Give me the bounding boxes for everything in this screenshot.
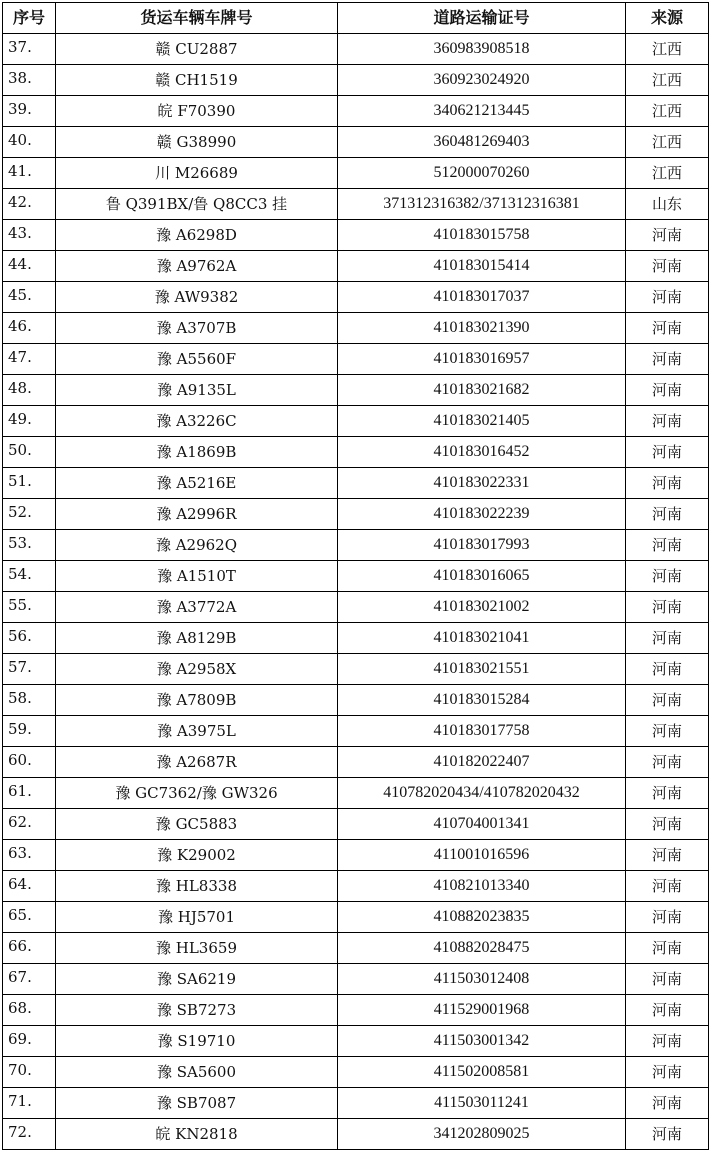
table-row <box>3 375 709 406</box>
row-plate: 赣 CU2887 <box>56 34 338 65</box>
row-permit: 360481269403 <box>338 127 626 158</box>
row-source: 河南 <box>626 592 709 623</box>
row-source: 河南 <box>626 902 709 933</box>
row-permit: 410183021041 <box>338 623 626 654</box>
table-row <box>3 96 709 127</box>
row-permit: 410183021551 <box>338 654 626 685</box>
row-permit: 410183021405 <box>338 406 626 437</box>
row-plate: 豫 AW9382 <box>56 282 338 313</box>
row-seq: 40. <box>3 127 56 158</box>
row-plate: 豫 A3707B <box>56 313 338 344</box>
row-seq: 66. <box>3 933 56 964</box>
table-row <box>3 220 709 251</box>
row-seq: 38. <box>3 65 56 96</box>
row-seq: 42. <box>3 189 56 220</box>
row-plate: 豫 A8129B <box>56 623 338 654</box>
row-seq: 54. <box>3 561 56 592</box>
row-source: 江西 <box>626 158 709 189</box>
row-plate: 豫 GC7362/豫 GW326 <box>56 778 338 809</box>
row-seq: 51. <box>3 468 56 499</box>
row-source: 河南 <box>626 282 709 313</box>
row-source: 江西 <box>626 65 709 96</box>
row-plate: 豫 GC5883 <box>56 809 338 840</box>
row-permit: 411001016596 <box>338 840 626 871</box>
table-row <box>3 995 709 1026</box>
table-row <box>3 251 709 282</box>
row-permit: 410821013340 <box>338 871 626 902</box>
table-row <box>3 809 709 840</box>
row-source: 河南 <box>626 1088 709 1119</box>
row-permit: 410183021682 <box>338 375 626 406</box>
row-permit: 360983908518 <box>338 34 626 65</box>
table-header <box>3 3 709 34</box>
table-row <box>3 685 709 716</box>
row-seq: 53. <box>3 530 56 561</box>
row-plate: 豫 A2996R <box>56 499 338 530</box>
row-plate: 赣 G38990 <box>56 127 338 158</box>
row-seq: 52. <box>3 499 56 530</box>
row-seq: 57. <box>3 654 56 685</box>
row-seq: 61. <box>3 778 56 809</box>
row-permit: 411503012408 <box>338 964 626 995</box>
row-source: 河南 <box>626 375 709 406</box>
table-row <box>3 902 709 933</box>
row-source: 河南 <box>626 468 709 499</box>
row-source: 江西 <box>626 127 709 158</box>
row-source: 河南 <box>626 313 709 344</box>
row-seq: 37. <box>3 34 56 65</box>
row-seq: 62. <box>3 809 56 840</box>
row-seq: 55. <box>3 592 56 623</box>
header-source: 来源 <box>626 3 709 34</box>
row-seq: 41. <box>3 158 56 189</box>
row-permit: 410183017758 <box>338 716 626 747</box>
row-permit: 341202809025 <box>338 1119 626 1150</box>
table-row <box>3 747 709 778</box>
row-source: 河南 <box>626 1119 709 1150</box>
row-seq: 44. <box>3 251 56 282</box>
row-plate: 豫 A6298D <box>56 220 338 251</box>
vehicle-table <box>2 2 709 1150</box>
row-plate: 豫 A7809B <box>56 685 338 716</box>
row-permit: 410183015414 <box>338 251 626 282</box>
table-row <box>3 65 709 96</box>
row-source: 河南 <box>626 561 709 592</box>
row-source: 河南 <box>626 995 709 1026</box>
row-source: 河南 <box>626 933 709 964</box>
row-permit: 410782020434/410782020432 <box>338 778 626 809</box>
row-plate: 豫 A2958X <box>56 654 338 685</box>
table-row <box>3 1119 709 1150</box>
row-source: 河南 <box>626 499 709 530</box>
row-plate: 川 M26689 <box>56 158 338 189</box>
row-plate: 豫 HL3659 <box>56 933 338 964</box>
row-source: 河南 <box>626 406 709 437</box>
row-source: 河南 <box>626 778 709 809</box>
row-plate: 豫 S19710 <box>56 1026 338 1057</box>
row-permit: 410183017037 <box>338 282 626 313</box>
row-seq: 39. <box>3 96 56 127</box>
table-row <box>3 561 709 592</box>
row-source: 河南 <box>626 220 709 251</box>
row-seq: 64. <box>3 871 56 902</box>
row-source: 河南 <box>626 716 709 747</box>
row-permit: 410183016065 <box>338 561 626 592</box>
row-seq: 49. <box>3 406 56 437</box>
row-plate: 豫 A9762A <box>56 251 338 282</box>
table-body <box>3 34 709 1150</box>
row-source: 河南 <box>626 1026 709 1057</box>
row-plate: 豫 A3226C <box>56 406 338 437</box>
header-row <box>3 3 709 34</box>
row-permit: 410704001341 <box>338 809 626 840</box>
row-plate: 豫 A1510T <box>56 561 338 592</box>
table-row <box>3 1057 709 1088</box>
table-row <box>3 1026 709 1057</box>
row-permit: 340621213445 <box>338 96 626 127</box>
row-seq: 48. <box>3 375 56 406</box>
row-source: 河南 <box>626 344 709 375</box>
table-row <box>3 158 709 189</box>
table-row <box>3 468 709 499</box>
table-row <box>3 499 709 530</box>
table-row <box>3 406 709 437</box>
row-source: 江西 <box>626 34 709 65</box>
row-plate: 豫 SA5600 <box>56 1057 338 1088</box>
row-plate: 皖 F70390 <box>56 96 338 127</box>
table-row <box>3 933 709 964</box>
vehicle-table-container <box>2 2 709 1150</box>
row-plate: 鲁 Q391BX/鲁 Q8CC3 挂 <box>56 189 338 220</box>
row-plate: 豫 SB7273 <box>56 995 338 1026</box>
row-seq: 67. <box>3 964 56 995</box>
table-row <box>3 840 709 871</box>
table-row <box>3 592 709 623</box>
row-seq: 56. <box>3 623 56 654</box>
row-source: 河南 <box>626 747 709 778</box>
row-plate: 豫 A5216E <box>56 468 338 499</box>
row-permit: 410882023835 <box>338 902 626 933</box>
table-row <box>3 313 709 344</box>
row-seq: 45. <box>3 282 56 313</box>
row-permit: 410183016957 <box>338 344 626 375</box>
row-permit: 410183016452 <box>338 437 626 468</box>
row-permit: 410183017993 <box>338 530 626 561</box>
row-permit: 410882028475 <box>338 933 626 964</box>
table-row <box>3 716 709 747</box>
row-plate: 豫 SA6219 <box>56 964 338 995</box>
row-plate: 豫 A3975L <box>56 716 338 747</box>
row-plate: 豫 K29002 <box>56 840 338 871</box>
row-seq: 59. <box>3 716 56 747</box>
row-seq: 58. <box>3 685 56 716</box>
row-plate: 豫 HL8338 <box>56 871 338 902</box>
row-source: 河南 <box>626 964 709 995</box>
row-seq: 69. <box>3 1026 56 1057</box>
header-seq: 序号 <box>3 3 56 34</box>
row-permit: 410183022331 <box>338 468 626 499</box>
row-plate: 皖 KN2818 <box>56 1119 338 1150</box>
table-row <box>3 344 709 375</box>
row-source: 河南 <box>626 654 709 685</box>
table-row <box>3 34 709 65</box>
table-row <box>3 1088 709 1119</box>
table-row <box>3 127 709 158</box>
row-permit: 512000070260 <box>338 158 626 189</box>
row-plate: 豫 A3772A <box>56 592 338 623</box>
row-seq: 47. <box>3 344 56 375</box>
row-seq: 70. <box>3 1057 56 1088</box>
row-seq: 68. <box>3 995 56 1026</box>
row-source: 河南 <box>626 685 709 716</box>
table-row <box>3 778 709 809</box>
row-permit: 410183015758 <box>338 220 626 251</box>
row-permit: 410183015284 <box>338 685 626 716</box>
row-source: 河南 <box>626 871 709 902</box>
row-permit: 371312316382/371312316381 <box>338 189 626 220</box>
row-source: 河南 <box>626 840 709 871</box>
row-plate: 豫 A9135L <box>56 375 338 406</box>
row-seq: 50. <box>3 437 56 468</box>
row-plate: 豫 A5560F <box>56 344 338 375</box>
row-source: 河南 <box>626 1057 709 1088</box>
row-permit: 411503011241 <box>338 1088 626 1119</box>
header-permit: 道路运输证号 <box>338 3 626 34</box>
row-source: 江西 <box>626 96 709 127</box>
row-permit: 410182022407 <box>338 747 626 778</box>
row-source: 河南 <box>626 251 709 282</box>
row-source: 河南 <box>626 437 709 468</box>
row-permit: 410183022239 <box>338 499 626 530</box>
row-seq: 63. <box>3 840 56 871</box>
row-seq: 46. <box>3 313 56 344</box>
table-row <box>3 871 709 902</box>
row-source: 河南 <box>626 623 709 654</box>
row-source: 河南 <box>626 809 709 840</box>
table-row <box>3 282 709 313</box>
row-permit: 360923024920 <box>338 65 626 96</box>
row-source: 河南 <box>626 530 709 561</box>
row-seq: 65. <box>3 902 56 933</box>
row-plate: 豫 A1869B <box>56 437 338 468</box>
table-row <box>3 964 709 995</box>
row-permit: 411502008581 <box>338 1057 626 1088</box>
table-row <box>3 654 709 685</box>
row-plate: 豫 HJ5701 <box>56 902 338 933</box>
row-seq: 71. <box>3 1088 56 1119</box>
row-permit: 411529001968 <box>338 995 626 1026</box>
row-permit: 410183021390 <box>338 313 626 344</box>
row-seq: 72. <box>3 1119 56 1150</box>
row-plate: 豫 SB7087 <box>56 1088 338 1119</box>
header-plate: 货运车辆车牌号 <box>56 3 338 34</box>
table-row <box>3 189 709 220</box>
row-permit: 410183021002 <box>338 592 626 623</box>
table-row <box>3 530 709 561</box>
table-row <box>3 437 709 468</box>
row-plate: 赣 CH1519 <box>56 65 338 96</box>
row-plate: 豫 A2962Q <box>56 530 338 561</box>
row-seq: 43. <box>3 220 56 251</box>
table-row <box>3 623 709 654</box>
row-permit: 411503001342 <box>338 1026 626 1057</box>
row-plate: 豫 A2687R <box>56 747 338 778</box>
row-source: 山东 <box>626 189 709 220</box>
row-seq: 60. <box>3 747 56 778</box>
